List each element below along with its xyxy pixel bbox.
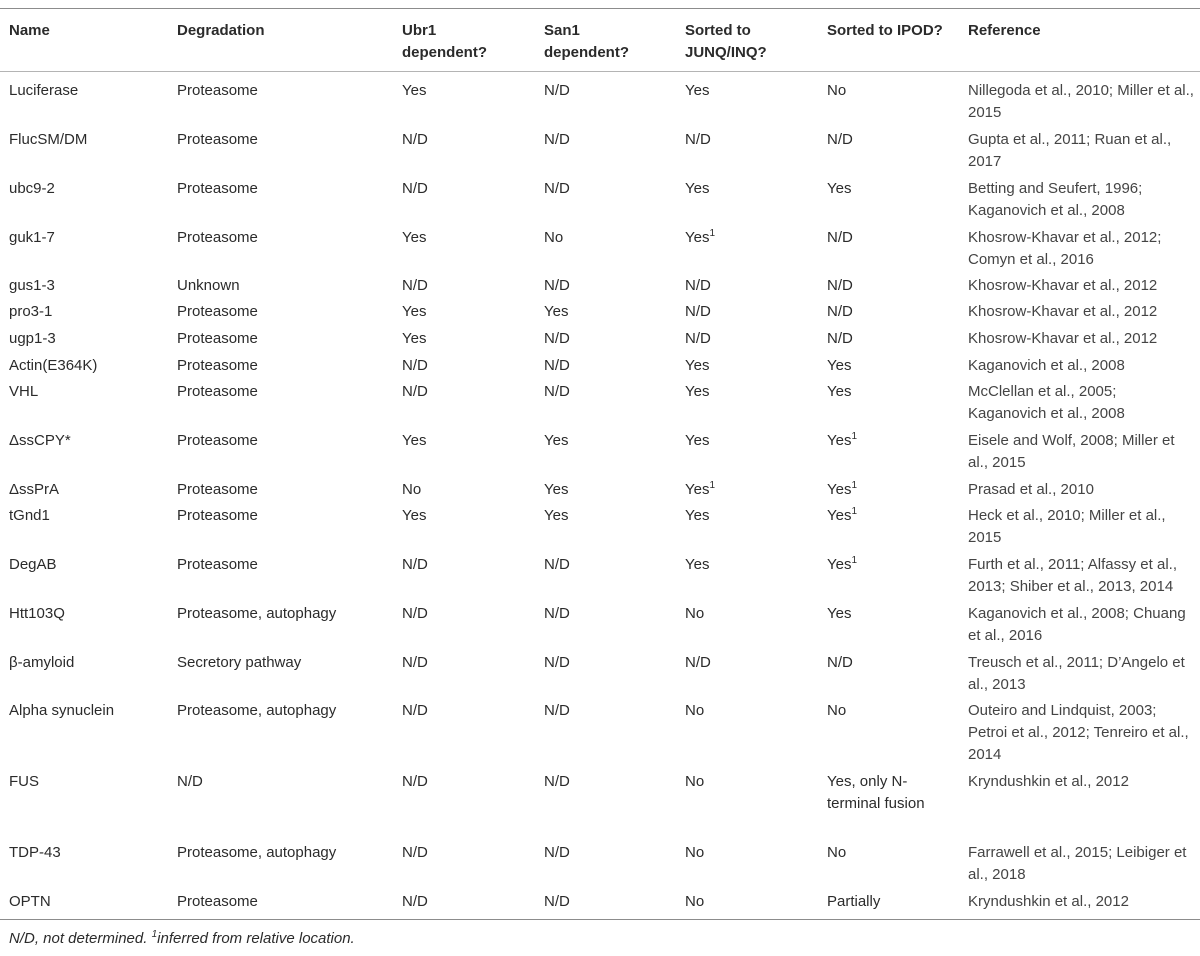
header-rule xyxy=(0,71,1200,72)
cell-name: ubc9-2 xyxy=(9,180,55,197)
cell-junq: Yes xyxy=(685,357,710,374)
cell-name: OPTN xyxy=(9,893,51,910)
cell-reference: Khosrow-Khavar et al., 2012; Comyn et al., 2016 xyxy=(968,229,1162,268)
cell-ubr1: N/D xyxy=(402,383,428,400)
cell-san1: N/D xyxy=(544,383,570,400)
cell-reference: Treusch et al., 2011; D’Angelo et al., 2013 xyxy=(968,654,1185,693)
superscript-1: 1 xyxy=(709,480,716,491)
cell-ubr1: Yes xyxy=(402,507,427,524)
cell-san1: No xyxy=(544,229,564,246)
cell-reference: Eisele and Wolf, 2008; Miller et al., 2015 xyxy=(968,432,1175,471)
cell-reference: Furth et al., 2011; Alfassy et al., 2013; Shiber et al., 2013, 2014 xyxy=(968,556,1177,595)
superscript-1: 1 xyxy=(851,506,858,517)
cell-ipod: Yes xyxy=(827,357,852,374)
header-degradation: Degradation xyxy=(177,22,265,39)
cell-degradation: Proteasome, autophagy xyxy=(177,702,337,719)
cell-san1: Yes xyxy=(544,303,569,320)
cell-degradation: Proteasome xyxy=(177,330,258,347)
cell-san1: N/D xyxy=(544,357,570,374)
superscript-1: 1 xyxy=(851,480,858,491)
cell-junq: N/D xyxy=(685,131,711,148)
superscript-1: 1 xyxy=(851,555,858,566)
cell-ipod: No xyxy=(827,702,847,719)
cell-name: tGnd1 xyxy=(9,507,50,524)
cell-san1: N/D xyxy=(544,844,570,861)
header-name: Name xyxy=(9,22,50,39)
cell-junq: No xyxy=(685,702,705,719)
header-san1: San1 dependent? xyxy=(544,22,629,61)
cell-reference: Khosrow-Khavar et al., 2012 xyxy=(968,330,1158,347)
cell-degradation: Proteasome xyxy=(177,893,258,910)
cell-reference: Farrawell et al., 2015; Leibiger et al., 2018 xyxy=(968,844,1187,883)
cell-ubr1: N/D xyxy=(402,131,428,148)
cell-ipod: Partially xyxy=(827,893,881,910)
cell-ubr1: N/D xyxy=(402,605,428,622)
cell-ipod: Yes$^1$ xyxy=(827,555,858,573)
header-junq: Sorted to JUNQ/INQ? xyxy=(685,22,767,61)
cell-ipod: Yes, only N-terminal fusion xyxy=(827,773,925,812)
cell-ubr1: N/D xyxy=(402,702,428,719)
cell-degradation: Proteasome xyxy=(177,556,258,573)
cell-ipod: Yes xyxy=(827,180,852,197)
cell-junq: Yes$^1$ xyxy=(685,228,716,246)
cell-reference: Kryndushkin et al., 2012 xyxy=(968,893,1129,910)
cell-san1: N/D xyxy=(544,82,570,99)
cell-reference: Betting and Seufert, 1996; Kaganovich et al., 2008 xyxy=(968,180,1143,219)
cell-ubr1: No xyxy=(402,481,422,498)
cell-san1: N/D xyxy=(544,131,570,148)
cell-ipod: No xyxy=(827,82,847,99)
cell-san1: N/D xyxy=(544,702,570,719)
header-ipod: Sorted to IPOD? xyxy=(827,22,943,39)
cell-name: Luciferase xyxy=(9,82,79,99)
cell-junq: Yes$^1$ xyxy=(685,480,716,498)
cell-ubr1: Yes xyxy=(402,229,427,246)
cell-name: Alpha synuclein xyxy=(9,702,115,719)
cell-ubr1: N/D xyxy=(402,556,428,573)
cell-ipod: Yes$^1$ xyxy=(827,506,858,524)
cell-ubr1: Yes xyxy=(402,82,427,99)
header-ubr1: Ubr1 dependent? xyxy=(402,22,487,61)
superscript-1: 1 xyxy=(851,431,858,442)
cell-san1: N/D xyxy=(544,654,570,671)
cell-san1: N/D xyxy=(544,556,570,573)
cell-reference: Kaganovich et al., 2008; Chuang et al., 2016 xyxy=(968,605,1186,644)
cell-degradation: Proteasome xyxy=(177,303,258,320)
cell-reference: Outeiro and Lindquist, 2003; Petroi et al., 2012; Tenreiro et al., 2014 xyxy=(968,702,1189,763)
cell-ubr1: Yes xyxy=(402,303,427,320)
cell-degradation: Secretory pathway xyxy=(177,654,302,671)
cell-ubr1: N/D xyxy=(402,893,428,910)
cell-degradation: Proteasome xyxy=(177,481,258,498)
cell-name: gus1-3 xyxy=(9,277,55,294)
header-reference: Reference xyxy=(968,22,1041,39)
cell-ipod: Yes xyxy=(827,605,852,622)
cell-junq: Yes xyxy=(685,556,710,573)
cell-reference: Heck et al., 2010; Miller et al., 2015 xyxy=(968,507,1166,546)
cell-junq: Yes xyxy=(685,432,710,449)
cell-name: ugp1-3 xyxy=(9,330,56,347)
cell-name: Actin(E364K) xyxy=(9,357,98,374)
cell-san1: N/D xyxy=(544,893,570,910)
cell-san1: N/D xyxy=(544,773,570,790)
cell-name: FlucSM/DM xyxy=(9,131,88,148)
cell-san1: Yes xyxy=(544,507,569,524)
cell-name: pro3-1 xyxy=(9,303,53,320)
cell-degradation: N/D xyxy=(177,773,203,790)
cell-reference: McClellan et al., 2005; Kaganovich et al., 2008 xyxy=(968,383,1125,422)
cell-ubr1: Yes xyxy=(402,330,427,347)
cell-reference: Khosrow-Khavar et al., 2012 xyxy=(968,277,1158,294)
cell-junq: Yes xyxy=(685,507,710,524)
cell-junq: N/D xyxy=(685,277,711,294)
cell-junq: No xyxy=(685,605,705,622)
cell-reference: Kaganovich et al., 2008 xyxy=(968,357,1125,374)
bottom-rule xyxy=(0,919,1200,920)
cell-ipod: No xyxy=(827,844,847,861)
cell-junq: N/D xyxy=(685,654,711,671)
cell-ipod: Yes$^1$ xyxy=(827,480,858,498)
cell-junq: Yes xyxy=(685,82,710,99)
cell-name: FUS xyxy=(9,773,39,790)
cell-junq: N/D xyxy=(685,330,711,347)
cell-name: Htt103Q xyxy=(9,605,65,622)
cell-ipod: N/D xyxy=(827,277,853,294)
cell-junq: No xyxy=(685,844,705,861)
cell-name: VHL xyxy=(9,383,39,400)
cell-ipod: N/D xyxy=(827,330,853,347)
cell-san1: Yes xyxy=(544,481,569,498)
cell-san1: Yes xyxy=(544,432,569,449)
cell-ubr1: N/D xyxy=(402,180,428,197)
cell-junq: Yes xyxy=(685,383,710,400)
cell-name: ΔssPrA xyxy=(9,481,60,498)
cell-reference: Nillegoda et al., 2010; Miller et al., 2015 xyxy=(968,82,1194,121)
cell-ubr1: N/D xyxy=(402,654,428,671)
cell-san1: N/D xyxy=(544,605,570,622)
table-footnote xyxy=(9,929,355,949)
cell-degradation: Proteasome xyxy=(177,432,258,449)
cell-name: TDP-43 xyxy=(9,844,61,861)
superscript-1: 1 xyxy=(709,228,716,239)
cell-junq: N/D xyxy=(685,303,711,320)
cell-san1: N/D xyxy=(544,330,570,347)
cell-reference: Prasad et al., 2010 xyxy=(968,481,1094,498)
cell-ubr1: Yes xyxy=(402,432,427,449)
cell-degradation: Proteasome xyxy=(177,383,258,400)
cell-degradation: Unknown xyxy=(177,277,240,294)
cell-degradation: Proteasome xyxy=(177,180,258,197)
cell-name: DegAB xyxy=(9,556,57,573)
cell-ubr1: N/D xyxy=(402,773,428,790)
top-rule xyxy=(0,8,1200,9)
footnote-superscript: 1 xyxy=(151,929,158,940)
footnote-text: N/D, not determined. xyxy=(9,930,148,947)
cell-ubr1: N/D xyxy=(402,357,428,374)
cell-junq: No xyxy=(685,773,705,790)
footnote-sup-text: inferred from relative location. xyxy=(157,930,355,947)
cell-ipod: N/D xyxy=(827,303,853,320)
cell-name: β-amyloid xyxy=(9,654,75,671)
cell-ipod: N/D xyxy=(827,131,853,148)
cell-degradation: Proteasome xyxy=(177,82,258,99)
cell-degradation: Proteasome xyxy=(177,131,258,148)
cell-ipod: Yes$^1$ xyxy=(827,431,858,449)
cell-name: guk1-7 xyxy=(9,229,55,246)
cell-degradation: Proteasome, autophagy xyxy=(177,605,337,622)
cell-junq: No xyxy=(685,893,705,910)
cell-ipod: N/D xyxy=(827,654,853,671)
cell-name: ΔssCPY* xyxy=(9,432,71,449)
cell-reference: Khosrow-Khavar et al., 2012 xyxy=(968,303,1158,320)
cell-reference: Kryndushkin et al., 2012 xyxy=(968,773,1129,790)
cell-degradation: Proteasome xyxy=(177,507,258,524)
cell-ubr1: N/D xyxy=(402,277,428,294)
cell-ipod: N/D xyxy=(827,229,853,246)
cell-degradation: Proteasome xyxy=(177,229,258,246)
cell-san1: N/D xyxy=(544,277,570,294)
cell-ipod: Yes xyxy=(827,383,852,400)
cell-degradation: Proteasome xyxy=(177,357,258,374)
cell-reference: Gupta et al., 2011; Ruan et al., 2017 xyxy=(968,131,1172,170)
cell-degradation: Proteasome, autophagy xyxy=(177,844,337,861)
cell-san1: N/D xyxy=(544,180,570,197)
cell-ubr1: N/D xyxy=(402,844,428,861)
cell-junq: Yes xyxy=(685,180,710,197)
